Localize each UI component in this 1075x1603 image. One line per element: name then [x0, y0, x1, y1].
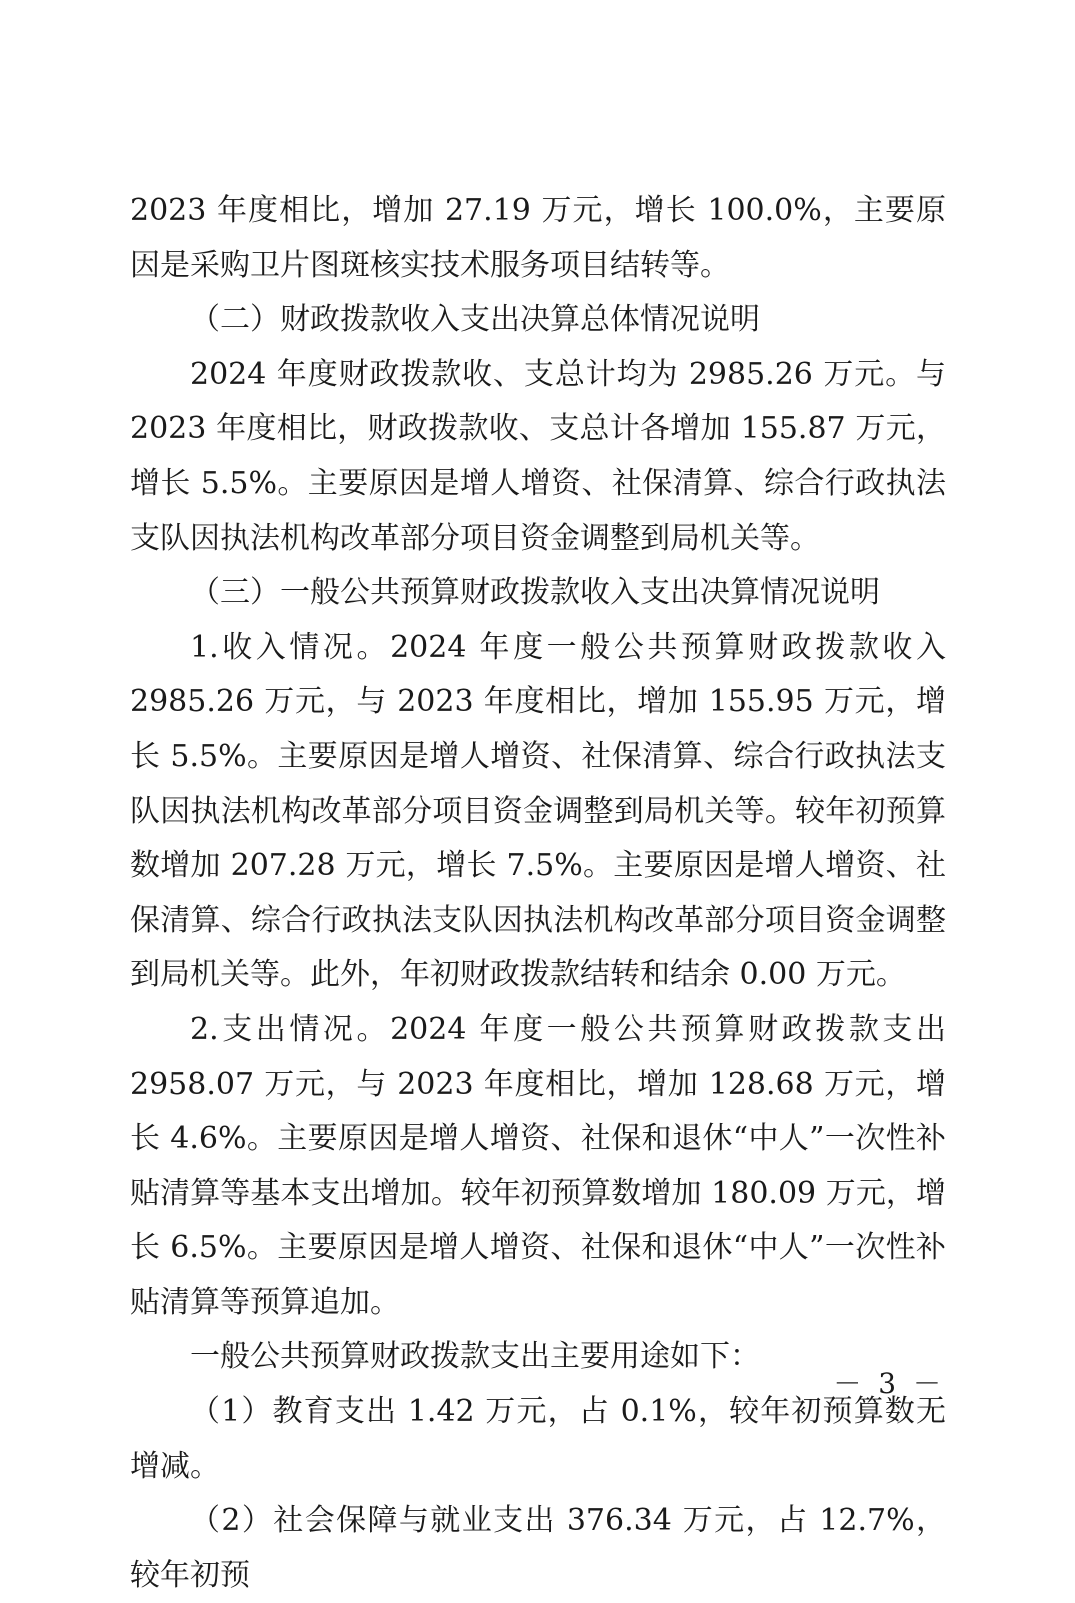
- paragraph-total-funding: 2024 年度财政拨款收、支总计均为 2985.26 万元。与 2023 年度相比，财政拨款收、支总计各增加 155.87 万元，增长 5.5%。主要原因是增人增资、社保清算、综合行政执法支队因执法机构改革部分项目资金调整到局机关等。: [130, 356, 946, 556]
- paragraph-uses-intro: 一般公共预算财政拨款支出主要用途如下：: [190, 1339, 760, 1375]
- list-item-education: （1）教育支出 1.42 万元，占 0.1%，较年初预算数无增减。: [130, 1394, 946, 1484]
- paragraph-income: 1.收入情况。2024 年度一般公共预算财政拨款收入 2985.26 万元，与 2023 年度相比，增加 155.95 万元，增长 5.5%。主要原因是增人增资、社保清算、综合行政执法支队因执法机构改革部分项目资金调整到局机关等。较年初预算数增加 207.28 万元，增长 7.5%。主要原因是增人增资、社保清算、综合行政执法支队因执法机构改革部分项目资金调整到局机关等。此外，年初财政拨款结转和结余 0.00 万元。: [130, 629, 946, 993]
- page-number: － 3 －: [833, 1367, 945, 1400]
- paragraph-expenditure: 2.支出情况。2024 年度一般公共预算财政拨款支出 2958.07 万元，与 2023 年度相比，增加 128.68 万元，增长 4.6%。主要原因是增人增资、社保和退休“中人”一次性补贴清算等基本支出增加。较年初预算数增加 180.09 万元，增长 6.5%。主要原因是增人增资、社保和退休“中人”一次性补贴清算等预算追加。: [130, 1011, 946, 1320]
- list-item-social-security: （2）社会保障与就业支出 376.34 万元，占 12.7%，较年初预: [130, 1503, 946, 1593]
- document-body: [130, 184, 946, 1603]
- section-heading-3: （三）一般公共预算财政拨款收入支出决算情况说明: [190, 575, 880, 611]
- paragraph-continuation: 2023 年度相比，增加 27.19 万元，增长 100.0%，主要原因是采购卫片图斑核实技术服务项目结转等。: [130, 193, 946, 283]
- section-heading-2: （二）财政拨款收入支出决算总体情况说明: [190, 302, 760, 338]
